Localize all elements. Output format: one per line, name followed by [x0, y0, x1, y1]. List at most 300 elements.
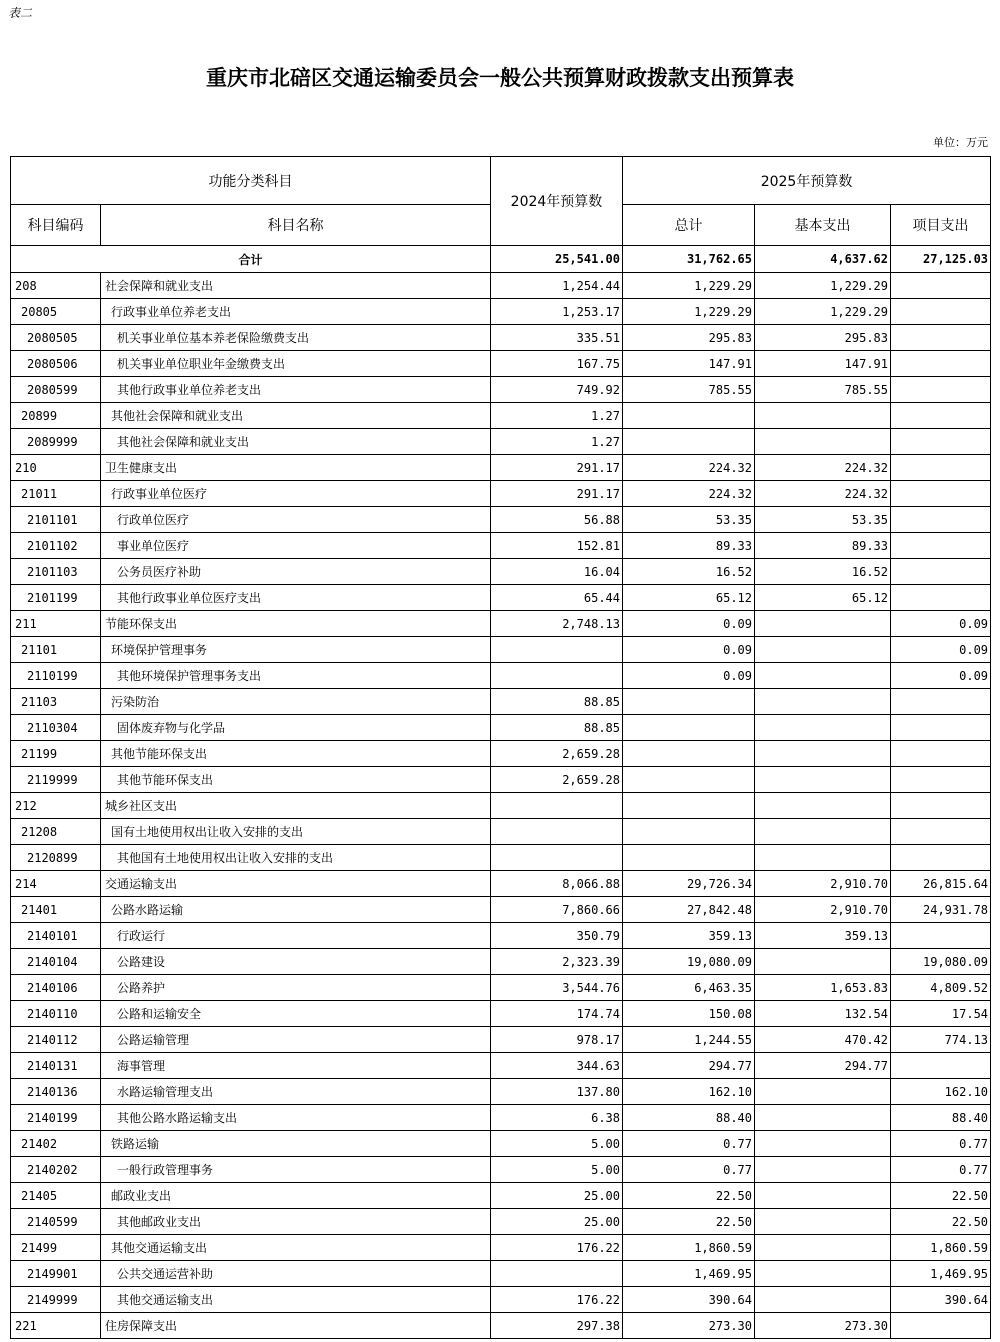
- row-total: 1,244.55: [623, 1027, 755, 1053]
- row-project: [891, 793, 991, 819]
- row-name: 事业单位医疗: [101, 533, 491, 559]
- row-name: 公路水路运输: [101, 897, 491, 923]
- row-total: 22.50: [623, 1183, 755, 1209]
- row-b2024: 1,254.44: [491, 273, 623, 299]
- row-basic: [755, 767, 891, 793]
- row-project: 1,469.95: [891, 1261, 991, 1287]
- row-basic: [755, 1157, 891, 1183]
- row-basic: [755, 1131, 891, 1157]
- row-project: 24,931.78: [891, 897, 991, 923]
- row-basic: [755, 1287, 891, 1313]
- row-project: [891, 351, 991, 377]
- row-basic: [755, 611, 891, 637]
- row-basic: 785.55: [755, 377, 891, 403]
- row-code: 210: [11, 455, 101, 481]
- row-b2024: 88.85: [491, 715, 623, 741]
- row-total: 162.10: [623, 1079, 755, 1105]
- row-total: 27,842.48: [623, 897, 755, 923]
- row-total: 224.32: [623, 481, 755, 507]
- table-row: [11, 897, 991, 923]
- row-code: 2140110: [11, 1001, 101, 1027]
- table-row: [11, 1157, 991, 1183]
- row-b2024: 1.27: [491, 403, 623, 429]
- row-project: 17.54: [891, 1001, 991, 1027]
- header-func-group: 功能分类科目: [11, 157, 491, 205]
- row-name: 国有土地使用权出让收入安排的支出: [101, 819, 491, 845]
- table-row: [11, 689, 991, 715]
- row-basic: 89.33: [755, 533, 891, 559]
- row-b2024: [491, 637, 623, 663]
- row-code: 21405: [11, 1183, 101, 1209]
- row-code: 2140104: [11, 949, 101, 975]
- header-basic: 基本支出: [755, 205, 891, 246]
- row-total: [623, 793, 755, 819]
- row-b2024: [491, 793, 623, 819]
- table-row: [11, 481, 991, 507]
- row-code: 212: [11, 793, 101, 819]
- row-basic: 2,910.70: [755, 871, 891, 897]
- total-total: 31,762.65: [623, 246, 755, 273]
- row-basic: [755, 1261, 891, 1287]
- table-row: [11, 1183, 991, 1209]
- row-code: 21101: [11, 637, 101, 663]
- row-basic: [755, 741, 891, 767]
- row-code: 208: [11, 273, 101, 299]
- row-total: 295.83: [623, 325, 755, 351]
- table-row: [11, 1027, 991, 1053]
- row-total: 0.09: [623, 611, 755, 637]
- row-basic: 224.32: [755, 481, 891, 507]
- row-total: [623, 689, 755, 715]
- row-code: 2110304: [11, 715, 101, 741]
- row-project: [891, 819, 991, 845]
- row-project: 88.40: [891, 1105, 991, 1131]
- row-basic: [755, 1235, 891, 1261]
- row-b2024: 2,748.13: [491, 611, 623, 637]
- table-row: [11, 533, 991, 559]
- header-row-1: [11, 157, 991, 205]
- row-total: 22.50: [623, 1209, 755, 1235]
- row-code: 2140106: [11, 975, 101, 1001]
- table-row: [11, 455, 991, 481]
- row-b2024: 2,659.28: [491, 767, 623, 793]
- row-code: 21199: [11, 741, 101, 767]
- row-total: 0.77: [623, 1157, 755, 1183]
- header-code: 科目编码: [11, 205, 101, 246]
- row-basic: [755, 429, 891, 455]
- row-total: 1,860.59: [623, 1235, 755, 1261]
- row-basic: [755, 793, 891, 819]
- row-basic: 147.91: [755, 351, 891, 377]
- table-row: [11, 767, 991, 793]
- header-project: 项目支出: [891, 205, 991, 246]
- row-code: 2089999: [11, 429, 101, 455]
- row-project: [891, 533, 991, 559]
- table-row: [11, 273, 991, 299]
- row-total: 6,463.35: [623, 975, 755, 1001]
- row-code: 21401: [11, 897, 101, 923]
- table-row: [11, 1079, 991, 1105]
- row-basic: 224.32: [755, 455, 891, 481]
- row-name: 公务员医疗补助: [101, 559, 491, 585]
- row-b2024: 65.44: [491, 585, 623, 611]
- row-b2024: 350.79: [491, 923, 623, 949]
- row-total: 88.40: [623, 1105, 755, 1131]
- row-name: 其他节能环保支出: [101, 767, 491, 793]
- row-basic: [755, 845, 891, 871]
- row-b2024: 167.75: [491, 351, 623, 377]
- row-b2024: 56.88: [491, 507, 623, 533]
- table-row: [11, 1235, 991, 1261]
- row-code: 2119999: [11, 767, 101, 793]
- row-project: [891, 429, 991, 455]
- row-b2024: 2,323.39: [491, 949, 623, 975]
- table-row: [11, 1131, 991, 1157]
- table-row: [11, 819, 991, 845]
- row-name: 水路运输管理支出: [101, 1079, 491, 1105]
- row-code: 2140136: [11, 1079, 101, 1105]
- row-name: 公路养护: [101, 975, 491, 1001]
- row-b2024: 749.92: [491, 377, 623, 403]
- row-basic: [755, 1079, 891, 1105]
- row-basic: 65.12: [755, 585, 891, 611]
- row-total: [623, 403, 755, 429]
- row-name: 机关事业单位职业年金缴费支出: [101, 351, 491, 377]
- row-b2024: 25.00: [491, 1183, 623, 1209]
- row-name: 住房保障支出: [101, 1313, 491, 1339]
- row-name: 城乡社区支出: [101, 793, 491, 819]
- budget-table-body: [11, 157, 991, 1339]
- row-name: 节能环保支出: [101, 611, 491, 637]
- row-code: 2140131: [11, 1053, 101, 1079]
- table-row: [11, 845, 991, 871]
- row-basic: 1,229.29: [755, 273, 891, 299]
- row-name: 其他节能环保支出: [101, 741, 491, 767]
- table-row: [11, 715, 991, 741]
- row-name: 公路和运输安全: [101, 1001, 491, 1027]
- table-row: [11, 1053, 991, 1079]
- row-project: 0.77: [891, 1157, 991, 1183]
- row-total: 0.09: [623, 637, 755, 663]
- row-name: 行政事业单位医疗: [101, 481, 491, 507]
- table-row: [11, 923, 991, 949]
- row-name: 其他公路水路运输支出: [101, 1105, 491, 1131]
- row-code: 2140599: [11, 1209, 101, 1235]
- row-total: 147.91: [623, 351, 755, 377]
- row-project: 0.09: [891, 663, 991, 689]
- row-name: 其他行政事业单位医疗支出: [101, 585, 491, 611]
- row-total: 1,229.29: [623, 299, 755, 325]
- row-code: 2101103: [11, 559, 101, 585]
- budget-table: [10, 156, 991, 1339]
- row-name: 其他邮政业支出: [101, 1209, 491, 1235]
- row-project: [891, 741, 991, 767]
- row-name: 交通运输支出: [101, 871, 491, 897]
- row-code: 2110199: [11, 663, 101, 689]
- row-name: 其他国有土地使用权出让收入安排的支出: [101, 845, 491, 871]
- row-name: 公共交通运营补助: [101, 1261, 491, 1287]
- row-total: 0.77: [623, 1131, 755, 1157]
- row-name: 行政单位医疗: [101, 507, 491, 533]
- row-project: 4,809.52: [891, 975, 991, 1001]
- table-row: [11, 663, 991, 689]
- row-basic: [755, 715, 891, 741]
- table-row: [11, 611, 991, 637]
- row-basic: 2,910.70: [755, 897, 891, 923]
- total-label: 合计: [11, 246, 491, 273]
- row-basic: 294.77: [755, 1053, 891, 1079]
- row-code: 20899: [11, 403, 101, 429]
- table-row: [11, 1313, 991, 1339]
- row-name: 行政事业单位养老支出: [101, 299, 491, 325]
- table-row: [11, 429, 991, 455]
- row-code: 2140112: [11, 1027, 101, 1053]
- row-code: 2149999: [11, 1287, 101, 1313]
- row-project: [891, 845, 991, 871]
- row-name: 邮政业支出: [101, 1183, 491, 1209]
- row-code: 2080506: [11, 351, 101, 377]
- row-total: 53.35: [623, 507, 755, 533]
- row-code: 214: [11, 871, 101, 897]
- row-code: 21011: [11, 481, 101, 507]
- row-project: 22.50: [891, 1183, 991, 1209]
- row-basic: [755, 819, 891, 845]
- row-name: 铁路运输: [101, 1131, 491, 1157]
- row-name: 行政运行: [101, 923, 491, 949]
- row-b2024: 978.17: [491, 1027, 623, 1053]
- header-total: 总计: [623, 205, 755, 246]
- row-name: 其他行政事业单位养老支出: [101, 377, 491, 403]
- row-project: [891, 559, 991, 585]
- table-row: [11, 637, 991, 663]
- row-name: 其他环境保护管理事务支出: [101, 663, 491, 689]
- header-name: 科目名称: [101, 205, 491, 246]
- unit-label: 单位：万元: [933, 136, 988, 149]
- row-total: 19,080.09: [623, 949, 755, 975]
- row-total: 16.52: [623, 559, 755, 585]
- table-row: [11, 351, 991, 377]
- total-basic: 4,637.62: [755, 246, 891, 273]
- row-b2024: 1,253.17: [491, 299, 623, 325]
- table-row: [11, 1287, 991, 1313]
- table-row: [11, 377, 991, 403]
- table-row: [11, 975, 991, 1001]
- row-name: 一般行政管理事务: [101, 1157, 491, 1183]
- row-basic: 470.42: [755, 1027, 891, 1053]
- row-total: 1,469.95: [623, 1261, 755, 1287]
- row-b2024: 25.00: [491, 1209, 623, 1235]
- table-row: [11, 1105, 991, 1131]
- total-row: [11, 246, 991, 273]
- row-name: 固体废弃物与化学品: [101, 715, 491, 741]
- row-project: [891, 767, 991, 793]
- row-total: 785.55: [623, 377, 755, 403]
- row-basic: [755, 1105, 891, 1131]
- row-name: 社会保障和就业支出: [101, 273, 491, 299]
- row-code: 2140202: [11, 1157, 101, 1183]
- row-b2024: 137.80: [491, 1079, 623, 1105]
- row-b2024: 174.74: [491, 1001, 623, 1027]
- row-project: [891, 923, 991, 949]
- row-total: 150.08: [623, 1001, 755, 1027]
- row-basic: 295.83: [755, 325, 891, 351]
- row-name: 污染防治: [101, 689, 491, 715]
- row-basic: 16.52: [755, 559, 891, 585]
- row-project: [891, 1313, 991, 1339]
- row-name: 机关事业单位基本养老保险缴费支出: [101, 325, 491, 351]
- row-code: 21402: [11, 1131, 101, 1157]
- row-project: 26,815.64: [891, 871, 991, 897]
- row-code: 20805: [11, 299, 101, 325]
- row-project: 390.64: [891, 1287, 991, 1313]
- row-total: 29,726.34: [623, 871, 755, 897]
- row-basic: 1,229.29: [755, 299, 891, 325]
- table-row: [11, 1261, 991, 1287]
- row-b2024: 5.00: [491, 1131, 623, 1157]
- row-basic: [755, 689, 891, 715]
- row-basic: [755, 1209, 891, 1235]
- row-b2024: 5.00: [491, 1157, 623, 1183]
- row-project: [891, 507, 991, 533]
- table-row: [11, 793, 991, 819]
- row-basic: [755, 403, 891, 429]
- row-project: [891, 273, 991, 299]
- row-project: [891, 455, 991, 481]
- row-total: 89.33: [623, 533, 755, 559]
- row-code: 21208: [11, 819, 101, 845]
- row-project: [891, 481, 991, 507]
- total-project: 27,125.03: [891, 246, 991, 273]
- row-project: 19,080.09: [891, 949, 991, 975]
- row-b2024: 7,860.66: [491, 897, 623, 923]
- row-total: [623, 819, 755, 845]
- row-total: [623, 741, 755, 767]
- table-row: [11, 949, 991, 975]
- table-row: [11, 559, 991, 585]
- row-total: 390.64: [623, 1287, 755, 1313]
- row-name: 其他社会保障和就业支出: [101, 403, 491, 429]
- row-basic: [755, 1183, 891, 1209]
- row-project: [891, 715, 991, 741]
- row-project: [891, 689, 991, 715]
- table-row: [11, 299, 991, 325]
- row-code: 2149901: [11, 1261, 101, 1287]
- row-basic: 359.13: [755, 923, 891, 949]
- row-b2024: 16.04: [491, 559, 623, 585]
- row-basic: 273.30: [755, 1313, 891, 1339]
- table-row: [11, 325, 991, 351]
- row-project: [891, 403, 991, 429]
- row-b2024: 176.22: [491, 1235, 623, 1261]
- row-project: [891, 325, 991, 351]
- row-b2024: [491, 845, 623, 871]
- row-project: 0.77: [891, 1131, 991, 1157]
- row-total: 0.09: [623, 663, 755, 689]
- row-name: 其他社会保障和就业支出: [101, 429, 491, 455]
- table-row: [11, 585, 991, 611]
- table-row: [11, 507, 991, 533]
- row-total: 224.32: [623, 455, 755, 481]
- row-project: 774.13: [891, 1027, 991, 1053]
- row-b2024: 2,659.28: [491, 741, 623, 767]
- row-b2024: [491, 1261, 623, 1287]
- row-b2024: 297.38: [491, 1313, 623, 1339]
- row-b2024: 88.85: [491, 689, 623, 715]
- row-b2024: 291.17: [491, 455, 623, 481]
- row-code: 21103: [11, 689, 101, 715]
- row-basic: [755, 637, 891, 663]
- table-row: [11, 1209, 991, 1235]
- row-total: 359.13: [623, 923, 755, 949]
- page-title: 重庆市北碚区交通运输委员会一般公共预算财政拨款支出预算表: [206, 65, 794, 90]
- row-code: 211: [11, 611, 101, 637]
- row-code: 2101102: [11, 533, 101, 559]
- row-basic: [755, 949, 891, 975]
- row-basic: 1,653.83: [755, 975, 891, 1001]
- row-total: 294.77: [623, 1053, 755, 1079]
- row-project: [891, 299, 991, 325]
- row-code: 2140199: [11, 1105, 101, 1131]
- total-b2024: 25,541.00: [491, 246, 623, 273]
- row-project: 0.09: [891, 637, 991, 663]
- row-name: 公路运输管理: [101, 1027, 491, 1053]
- row-total: [623, 767, 755, 793]
- row-total: 273.30: [623, 1313, 755, 1339]
- row-name: 其他交通运输支出: [101, 1235, 491, 1261]
- row-total: [623, 845, 755, 871]
- row-project: 22.50: [891, 1209, 991, 1235]
- row-code: 21499: [11, 1235, 101, 1261]
- row-project: 0.09: [891, 611, 991, 637]
- row-code: 221: [11, 1313, 101, 1339]
- row-b2024: 176.22: [491, 1287, 623, 1313]
- table-row: [11, 741, 991, 767]
- row-total: 65.12: [623, 585, 755, 611]
- row-b2024: 152.81: [491, 533, 623, 559]
- row-name: 其他交通运输支出: [101, 1287, 491, 1313]
- row-b2024: 6.38: [491, 1105, 623, 1131]
- row-b2024: [491, 663, 623, 689]
- row-name: 环境保护管理事务: [101, 637, 491, 663]
- table-row: [11, 403, 991, 429]
- row-b2024: 1.27: [491, 429, 623, 455]
- row-code: 2101101: [11, 507, 101, 533]
- row-total: [623, 715, 755, 741]
- row-project: [891, 377, 991, 403]
- row-code: 2080599: [11, 377, 101, 403]
- row-total: [623, 429, 755, 455]
- row-code: 2140101: [11, 923, 101, 949]
- row-b2024: [491, 819, 623, 845]
- row-code: 2120899: [11, 845, 101, 871]
- row-name: 卫生健康支出: [101, 455, 491, 481]
- row-code: 2101199: [11, 585, 101, 611]
- table-row: [11, 871, 991, 897]
- row-basic: [755, 663, 891, 689]
- row-code: 2080505: [11, 325, 101, 351]
- row-project: [891, 585, 991, 611]
- row-b2024: 3,544.76: [491, 975, 623, 1001]
- row-project: 1,860.59: [891, 1235, 991, 1261]
- row-basic: 132.54: [755, 1001, 891, 1027]
- row-name: 公路建设: [101, 949, 491, 975]
- table-number-label: 表二: [8, 6, 33, 20]
- header-budget-2024: 2024年预算数: [491, 157, 623, 246]
- row-name: 海事管理: [101, 1053, 491, 1079]
- table-row: [11, 1001, 991, 1027]
- header-budget-2025: 2025年预算数: [623, 157, 991, 205]
- row-project: 162.10: [891, 1079, 991, 1105]
